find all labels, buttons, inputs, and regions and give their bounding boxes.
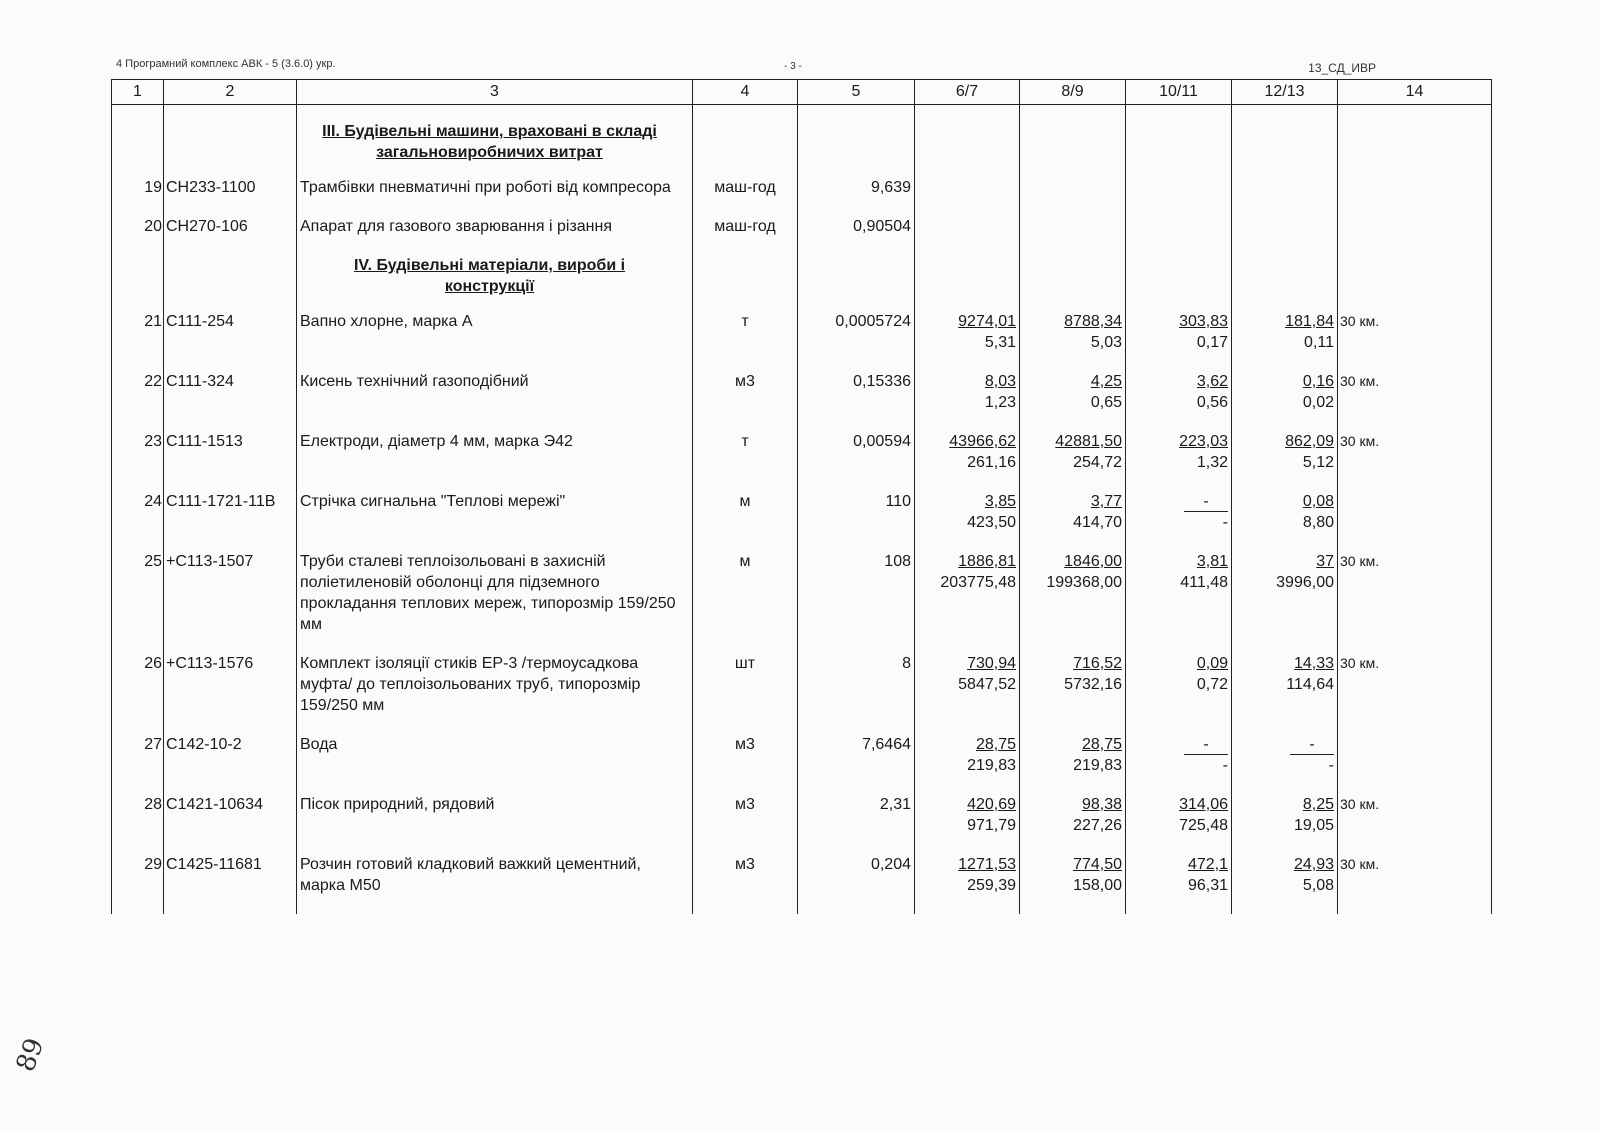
column-header: 4 xyxy=(693,80,798,105)
price-unit: 0,08 xyxy=(1302,493,1334,510)
transport-note: 30 км. xyxy=(1338,794,1492,854)
section-row xyxy=(112,105,1492,178)
resource-code: СН233-1100 xyxy=(164,177,297,216)
price-unit: - xyxy=(1184,736,1228,755)
price-col-12-13 xyxy=(1232,854,1338,914)
price-total: 5847,52 xyxy=(958,676,1016,693)
empty-cell xyxy=(1126,255,1232,311)
price-col-12-13 xyxy=(1232,371,1338,431)
price-total: 254,72 xyxy=(1073,454,1122,471)
empty-cell xyxy=(164,255,297,311)
price-col-10-11 xyxy=(1126,431,1232,491)
transport-note: 30 км. xyxy=(1338,311,1492,371)
row-number: 26 xyxy=(112,653,164,734)
price-col-10-11 xyxy=(1126,551,1232,653)
price-total: 259,39 xyxy=(967,877,1016,894)
column-header: 6/7 xyxy=(915,80,1020,105)
price-col-10-11 xyxy=(1126,734,1232,794)
unit-of-measure: маш-год xyxy=(693,177,798,216)
table-row xyxy=(112,177,1492,216)
price-total: 5,12 xyxy=(1302,454,1334,471)
price-total: 219,83 xyxy=(1073,757,1122,774)
price-total: 203775,48 xyxy=(940,574,1016,591)
transport-note: 30 км. xyxy=(1338,551,1492,653)
price-col-6-7 xyxy=(915,491,1020,551)
price-col-10-11 xyxy=(1126,216,1232,255)
price-unit: - xyxy=(1290,736,1334,755)
price-col-10-11 xyxy=(1126,653,1232,734)
price-total: 3996,00 xyxy=(1276,574,1334,591)
resource-name: Кисень технічний газоподібний xyxy=(297,371,693,431)
price-unit: 314,06 xyxy=(1179,796,1228,813)
price-col-8-9 xyxy=(1020,734,1126,794)
table-row xyxy=(112,311,1492,371)
price-col-6-7 xyxy=(915,794,1020,854)
column-header: 2 xyxy=(164,80,297,105)
resource-name: Стрічка сигнальна "Теплові мережі" xyxy=(297,491,693,551)
column-header: 14 xyxy=(1338,80,1492,105)
resource-name: Пісок природний, рядовий xyxy=(297,794,693,854)
price-total: 5732,16 xyxy=(1064,676,1122,693)
resource-name: Розчин готовий кладковий важкий цементний, марка М50 xyxy=(297,854,693,914)
column-header: 5 xyxy=(798,80,915,105)
price-total: 5,08 xyxy=(1302,877,1334,894)
price-col-6-7 xyxy=(915,551,1020,653)
quantity: 0,90504 xyxy=(798,216,915,255)
price-total: 971,79 xyxy=(967,817,1016,834)
quantity: 0,00594 xyxy=(798,431,915,491)
price-unit: 4,25 xyxy=(1090,373,1122,390)
unit-of-measure: м xyxy=(693,491,798,551)
price-col-8-9 xyxy=(1020,794,1126,854)
price-unit: 3,77 xyxy=(1090,493,1122,510)
row-number: 29 xyxy=(112,854,164,914)
transport-note: 30 км. xyxy=(1338,431,1492,491)
price-col-12-13 xyxy=(1232,491,1338,551)
resource-name: Електроди, діаметр 4 мм, марка Э42 xyxy=(297,431,693,491)
price-total: 0,11 xyxy=(1304,334,1334,351)
transport-note: 30 км. xyxy=(1338,854,1492,914)
price-unit: 28,75 xyxy=(975,736,1016,753)
price-unit: - xyxy=(1184,493,1228,512)
price-col-6-7 xyxy=(915,653,1020,734)
header-program-name: 4 Програмний комплекс АВК - 5 (3.6.0) укр. xyxy=(116,58,336,70)
price-unit: 862,09 xyxy=(1285,433,1334,450)
row-number: 20 xyxy=(112,216,164,255)
empty-cell xyxy=(164,105,297,178)
price-total: 19,05 xyxy=(1293,817,1334,834)
price-col-10-11 xyxy=(1126,311,1232,371)
price-col-8-9 xyxy=(1020,854,1126,914)
table-row xyxy=(112,653,1492,734)
price-total: 0,02 xyxy=(1302,394,1334,411)
price-col-6-7 xyxy=(915,734,1020,794)
transport-note: 30 км. xyxy=(1338,653,1492,734)
price-unit: 730,94 xyxy=(967,655,1016,672)
price-unit: 0,09 xyxy=(1196,655,1228,672)
section-cell xyxy=(297,255,693,311)
unit-of-measure: м3 xyxy=(693,794,798,854)
price-col-10-11 xyxy=(1126,371,1232,431)
quantity: 108 xyxy=(798,551,915,653)
price-unit: 37 xyxy=(1316,553,1334,570)
price-total: 158,00 xyxy=(1073,877,1122,894)
resource-name: Труби сталеві теплоізольовані в захисній поліетиленовій оболонці для підземного прокладання теплових мереж, типорозмір 159/250 мм xyxy=(297,551,693,653)
transport-note xyxy=(1338,216,1492,255)
price-unit: 1886,81 xyxy=(958,553,1016,570)
quantity: 8 xyxy=(798,653,915,734)
resource-name: Вода xyxy=(297,734,693,794)
price-total: - xyxy=(1328,757,1334,774)
price-unit: 1271,53 xyxy=(958,856,1016,873)
price-col-8-9 xyxy=(1020,311,1126,371)
section-row xyxy=(112,255,1492,311)
price-col-12-13 xyxy=(1232,311,1338,371)
resource-code: +С113-1576 xyxy=(164,653,297,734)
price-col-8-9 xyxy=(1020,653,1126,734)
quantity: 7,6464 xyxy=(798,734,915,794)
table-row xyxy=(112,371,1492,431)
quantity: 0,0005724 xyxy=(798,311,915,371)
price-unit: 0,16 xyxy=(1302,373,1334,390)
page-header xyxy=(116,58,1376,74)
column-header: 8/9 xyxy=(1020,80,1126,105)
price-col-12-13 xyxy=(1232,734,1338,794)
price-col-8-9 xyxy=(1020,551,1126,653)
price-total: 227,26 xyxy=(1073,817,1122,834)
price-unit: 28,75 xyxy=(1081,736,1122,753)
estimate-table xyxy=(111,79,1492,914)
row-number: 21 xyxy=(112,311,164,371)
resource-code: С111-324 xyxy=(164,371,297,431)
price-col-12-13 xyxy=(1232,431,1338,491)
transport-note xyxy=(1338,491,1492,551)
price-unit: 774,50 xyxy=(1073,856,1122,873)
price-col-12-13 xyxy=(1232,216,1338,255)
empty-cell xyxy=(1232,105,1338,178)
resource-code: С142-10-2 xyxy=(164,734,297,794)
section-title: ІІІ. Будівельні машини, враховані в складі загальновиробничих витрат xyxy=(322,123,657,161)
empty-cell xyxy=(915,105,1020,178)
price-total: 0,17 xyxy=(1196,334,1228,351)
unit-of-measure: м xyxy=(693,551,798,653)
price-unit: 8,25 xyxy=(1302,796,1334,813)
price-total: 5,31 xyxy=(984,334,1016,351)
price-unit: 98,38 xyxy=(1081,796,1122,813)
price-col-10-11 xyxy=(1126,491,1232,551)
row-number: 22 xyxy=(112,371,164,431)
empty-cell xyxy=(798,105,915,178)
price-col-12-13 xyxy=(1232,794,1338,854)
price-col-12-13 xyxy=(1232,177,1338,216)
row-number: 28 xyxy=(112,794,164,854)
price-total: 0,65 xyxy=(1090,394,1122,411)
row-number: 24 xyxy=(112,491,164,551)
price-col-10-11 xyxy=(1126,794,1232,854)
price-unit: 42881,50 xyxy=(1055,433,1122,450)
row-number: 23 xyxy=(112,431,164,491)
empty-cell xyxy=(915,255,1020,311)
table-row xyxy=(112,431,1492,491)
resource-code: СН270-106 xyxy=(164,216,297,255)
unit-of-measure: м3 xyxy=(693,854,798,914)
quantity: 2,31 xyxy=(798,794,915,854)
unit-of-measure: т xyxy=(693,431,798,491)
unit-of-measure: т xyxy=(693,311,798,371)
price-unit: 223,03 xyxy=(1179,433,1228,450)
row-number: 19 xyxy=(112,177,164,216)
price-unit: 8788,34 xyxy=(1064,313,1122,330)
price-col-6-7 xyxy=(915,371,1020,431)
price-unit: 303,83 xyxy=(1179,313,1228,330)
price-unit: 472,1 xyxy=(1187,856,1228,873)
table-row xyxy=(112,551,1492,653)
empty-cell xyxy=(112,255,164,311)
price-total: 199368,00 xyxy=(1046,574,1122,591)
price-col-8-9 xyxy=(1020,431,1126,491)
section-title: ІV. Будівельні матеріали, вироби і конструкції xyxy=(353,257,626,295)
handwritten-page-mark: 89 xyxy=(10,1034,51,1076)
price-unit: 3,81 xyxy=(1196,553,1228,570)
column-number-row xyxy=(112,80,1492,105)
price-unit: 3,62 xyxy=(1196,373,1228,390)
unit-of-measure: м3 xyxy=(693,371,798,431)
price-unit: 420,69 xyxy=(967,796,1016,813)
price-col-8-9 xyxy=(1020,371,1126,431)
empty-cell xyxy=(112,105,164,178)
price-total: 0,56 xyxy=(1196,394,1228,411)
quantity: 110 xyxy=(798,491,915,551)
table-row xyxy=(112,491,1492,551)
price-col-6-7 xyxy=(915,431,1020,491)
price-total: 8,80 xyxy=(1302,514,1334,531)
transport-note xyxy=(1338,734,1492,794)
column-header: 10/11 xyxy=(1126,80,1232,105)
table-row xyxy=(112,794,1492,854)
transport-note: 30 км. xyxy=(1338,371,1492,431)
unit-of-measure: шт xyxy=(693,653,798,734)
price-col-6-7 xyxy=(915,311,1020,371)
resource-name: Апарат для газового зварювання і різання xyxy=(297,216,693,255)
resource-code: +С113-1507 xyxy=(164,551,297,653)
resource-code: С111-1513 xyxy=(164,431,297,491)
resource-name: Вапно хлорне, марка А xyxy=(297,311,693,371)
empty-cell xyxy=(693,105,798,178)
price-total: 96,31 xyxy=(1187,877,1228,894)
column-header: 12/13 xyxy=(1232,80,1338,105)
price-col-12-13 xyxy=(1232,653,1338,734)
price-col-6-7 xyxy=(915,177,1020,216)
table-row xyxy=(112,216,1492,255)
price-total: 5,03 xyxy=(1090,334,1122,351)
unit-of-measure: маш-год xyxy=(693,216,798,255)
price-unit: 181,84 xyxy=(1285,313,1334,330)
price-col-10-11 xyxy=(1126,854,1232,914)
price-unit: 14,33 xyxy=(1293,655,1334,672)
empty-cell xyxy=(1232,255,1338,311)
price-col-8-9 xyxy=(1020,491,1126,551)
empty-cell xyxy=(1338,105,1492,178)
empty-cell xyxy=(693,255,798,311)
section-cell xyxy=(297,105,693,178)
price-col-8-9 xyxy=(1020,216,1126,255)
price-col-6-7 xyxy=(915,854,1020,914)
price-unit: 24,93 xyxy=(1293,856,1334,873)
price-unit: 3,85 xyxy=(984,493,1016,510)
resource-code: С1421-10634 xyxy=(164,794,297,854)
column-header: 1 xyxy=(112,80,164,105)
price-total: 414,70 xyxy=(1073,514,1122,531)
resource-code: С1425-11681 xyxy=(164,854,297,914)
quantity: 0,204 xyxy=(798,854,915,914)
price-total: 725,48 xyxy=(1179,817,1228,834)
unit-of-measure: м3 xyxy=(693,734,798,794)
price-total: 219,83 xyxy=(967,757,1016,774)
price-col-8-9 xyxy=(1020,177,1126,216)
table-row xyxy=(112,734,1492,794)
price-total: 261,16 xyxy=(967,454,1016,471)
price-total: 114,64 xyxy=(1286,676,1334,693)
header-document-code: 13_СД_ИВР xyxy=(1308,61,1376,75)
table-row xyxy=(112,854,1492,914)
row-number: 27 xyxy=(112,734,164,794)
price-total: 411,48 xyxy=(1180,574,1228,591)
empty-cell xyxy=(1020,255,1126,311)
quantity: 9,639 xyxy=(798,177,915,216)
row-number: 25 xyxy=(112,551,164,653)
resource-name: Трамбівки пневматичні при роботі від компресора xyxy=(297,177,693,216)
price-unit: 1846,00 xyxy=(1064,553,1122,570)
resource-name: Комплект ізоляції стиків ЕР-3 /термоусадкова муфта/ до теплоізольованих труб, типорозмір 159/250 мм xyxy=(297,653,693,734)
price-total: 1,32 xyxy=(1196,454,1228,471)
column-header: 3 xyxy=(297,80,693,105)
price-unit: 716,52 xyxy=(1073,655,1122,672)
empty-cell xyxy=(798,255,915,311)
empty-cell xyxy=(1338,255,1492,311)
price-total: - xyxy=(1222,757,1228,774)
price-col-10-11 xyxy=(1126,177,1232,216)
quantity: 0,15336 xyxy=(798,371,915,431)
price-total: - xyxy=(1222,514,1228,531)
price-unit: 43966,62 xyxy=(949,433,1016,450)
table-body xyxy=(112,105,1492,915)
empty-cell xyxy=(1020,105,1126,178)
price-unit: 8,03 xyxy=(984,373,1016,390)
price-col-6-7 xyxy=(915,216,1020,255)
price-col-12-13 xyxy=(1232,551,1338,653)
price-total: 1,23 xyxy=(984,394,1016,411)
price-total: 423,50 xyxy=(967,514,1016,531)
transport-note xyxy=(1338,177,1492,216)
price-total: 0,72 xyxy=(1196,676,1228,693)
header-page-number: - 3 - xyxy=(784,61,802,72)
empty-cell xyxy=(1126,105,1232,178)
resource-code: С111-254 xyxy=(164,311,297,371)
resource-code: С111-1721-11В xyxy=(164,491,297,551)
price-unit: 9274,01 xyxy=(958,313,1016,330)
